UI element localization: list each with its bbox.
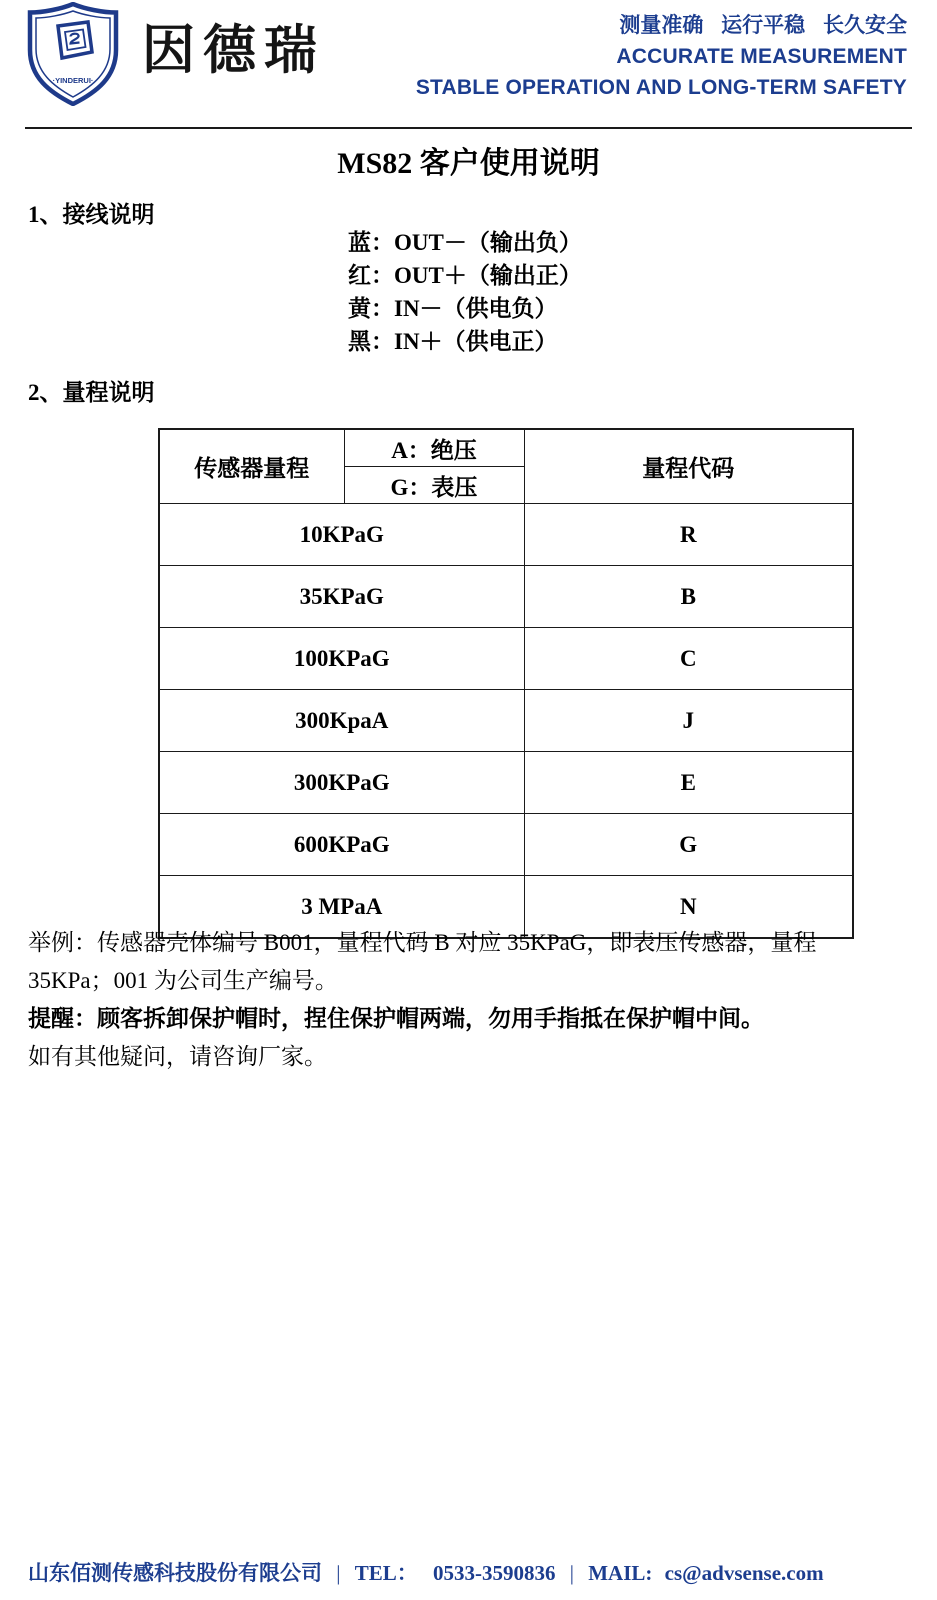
footer-company: 山东佰测传感科技股份有限公司 xyxy=(28,1561,322,1585)
range-cell: 10KPaG xyxy=(159,504,524,566)
code-cell: B xyxy=(524,566,853,628)
page-title: MS82 客户使用说明 xyxy=(337,147,600,180)
range-code-table xyxy=(158,428,854,939)
slogan-chinese: 测量准确 运行平稳 长久安全 xyxy=(619,14,907,37)
footer-separator: | xyxy=(336,1561,341,1585)
company-logo-shield-icon xyxy=(25,2,121,108)
table-row xyxy=(159,504,853,566)
footer-tel-label: TEL： xyxy=(354,1561,418,1585)
range-cell: 300KpaA xyxy=(159,690,524,752)
slogan-english-2: STABLE OPERATION AND LONG-TERM SAFETY xyxy=(415,76,907,99)
wiring-line-blue: 蓝：OUT－（输出负） xyxy=(348,230,582,255)
wiring-list xyxy=(348,226,582,358)
table-header-absolute: A：绝压 xyxy=(344,429,524,467)
table-row xyxy=(159,752,853,814)
example-line-1: 举例：传感器壳体编号 B001，量程代码 B 对应 35KPaG，即表压传感器，量程 xyxy=(28,930,817,955)
code-cell: E xyxy=(524,752,853,814)
footer-tel-number: 0533-3590836 xyxy=(433,1561,556,1585)
range-cell: 600KPaG xyxy=(159,814,524,876)
wiring-line-red: 红：OUT＋（输出正） xyxy=(348,263,582,288)
range-cell: 300KPaG xyxy=(159,752,524,814)
range-cell: 35KPaG xyxy=(159,566,524,628)
section-heading-wiring: 1、接线说明 xyxy=(28,202,155,227)
code-cell: G xyxy=(524,814,853,876)
footer-mail-label: MAIL: xyxy=(588,1561,653,1585)
footer-mail-address: cs@advsense.com xyxy=(664,1561,824,1585)
page-footer xyxy=(28,1558,912,1588)
table-header-gauge: G：表压 xyxy=(344,467,524,504)
table-header-range-code: 量程代码 xyxy=(524,429,853,504)
code-cell: N xyxy=(524,876,853,939)
example-line-2: 35KPa；001 为公司生产编号。 xyxy=(28,968,338,993)
table-row xyxy=(159,814,853,876)
reminder-line: 提醒：顾客拆卸保护帽时，捏住保护帽两端，勿用手指抵在保护帽中间。 xyxy=(28,1006,764,1031)
header-divider xyxy=(25,127,912,129)
range-cell: 100KPaG xyxy=(159,628,524,690)
table-row xyxy=(159,628,853,690)
header-slogans xyxy=(416,15,907,108)
contact-line: 如有其他疑问，请咨询厂家。 xyxy=(28,1044,327,1069)
range-cell: 3 MPaA xyxy=(159,876,524,939)
wiring-line-black: 黑：IN＋（供电正） xyxy=(348,329,558,354)
footer-separator: | xyxy=(569,1561,574,1585)
section-heading-range: 2、量程说明 xyxy=(28,380,155,405)
brand-name: 因德瑞 xyxy=(142,21,325,80)
code-cell: R xyxy=(524,504,853,566)
wiring-line-yellow: 黄：IN－（供电负） xyxy=(348,296,558,321)
notes-block xyxy=(28,924,912,1076)
table-row xyxy=(159,690,853,752)
table-header-sensor-range: 传感器量程 xyxy=(159,429,344,504)
table-row xyxy=(159,566,853,628)
code-cell: C xyxy=(524,628,853,690)
code-cell: J xyxy=(524,690,853,752)
table-header-row xyxy=(159,429,853,467)
logo-shield-text: ·YINDERUI· xyxy=(52,76,94,85)
slogan-english-1: ACCURATE MEASUREMENT xyxy=(616,45,907,68)
